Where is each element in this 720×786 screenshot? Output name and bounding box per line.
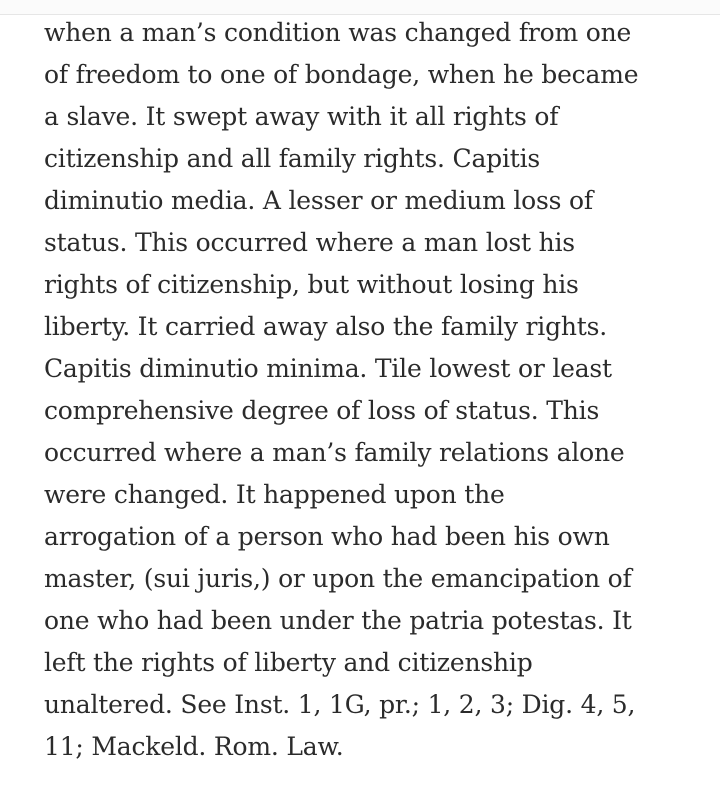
text-line: Capitis diminutio minima. Tile lowest or least	[44, 354, 612, 383]
text-line: unaltered. See Inst. 1, 1G, pr.; 1, 2, 3; Dig. 4, 5,	[44, 690, 636, 719]
text-line: liberty. It carried away also the family rights.	[44, 312, 607, 341]
text-line: a slave. It swept away with it all rights of	[44, 102, 559, 131]
article-text	[44, 12, 694, 768]
text-line: of freedom to one of bondage, when he became	[44, 60, 639, 89]
text-line: master, (sui juris,) or upon the emancipation of	[44, 564, 632, 593]
text-line: diminutio media. A lesser or medium loss of	[44, 186, 593, 215]
text-line: citizenship and all family rights. Capitis	[44, 144, 541, 173]
text-line: arrogation of a person who had been his own	[44, 522, 610, 551]
text-line: occurred where a man’s family relations alone	[44, 438, 625, 467]
text-line: rights of citizenship, but without losing his	[44, 270, 579, 299]
text-line: status. This occurred where a man lost his	[44, 228, 575, 257]
text-line: were changed. It happened upon the	[44, 480, 505, 509]
text-line: comprehensive degree of loss of status. This	[44, 396, 600, 425]
text-line: one who had been under the patria potestas. It	[44, 606, 632, 635]
text-line: 11; Mackeld. Rom. Law.	[44, 732, 344, 761]
text-line: when a man’s condition was changed from one	[44, 18, 632, 47]
text-line: left the rights of liberty and citizenship	[44, 648, 533, 677]
